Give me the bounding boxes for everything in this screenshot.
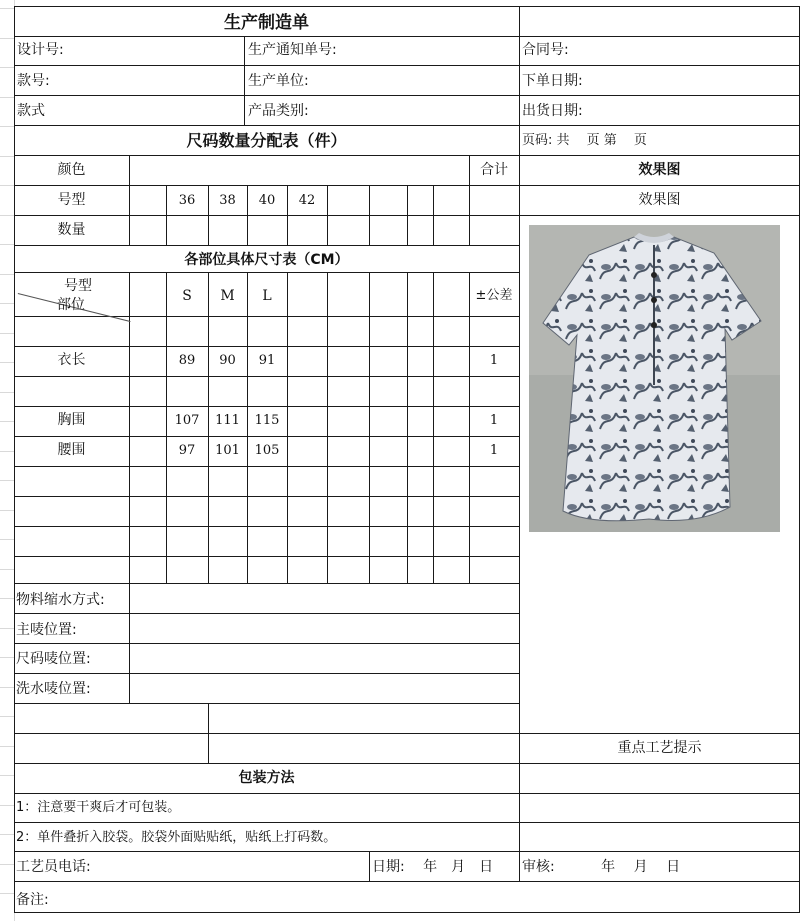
grid-line-h: [14, 185, 519, 186]
grid-line-h: [0, 244, 14, 245]
grid-line-h: [0, 8, 14, 9]
chest-l: 115: [254, 413, 280, 428]
grid-line-h: [14, 912, 800, 913]
length-m: 90: [219, 353, 236, 368]
review-date: 审核: 年 月 日: [522, 859, 681, 875]
grid-line-v: [208, 703, 209, 763]
tolerance-label: ±公差: [475, 288, 513, 303]
footer-date: 日期: 年 月 日: [372, 859, 494, 875]
grid-line-h: [0, 303, 14, 304]
wash-label-pos: 洗水唛位置:: [16, 681, 91, 697]
grid-line-v: [327, 185, 328, 245]
grid-line-h: [0, 97, 14, 98]
grid-line-h: [14, 316, 519, 317]
grid-line-h: [14, 6, 800, 7]
packing-title: 包装方法: [238, 770, 295, 786]
grid-line-h: [0, 598, 14, 599]
grid-line-h: [519, 793, 800, 794]
main-label-pos: 主唛位置:: [16, 622, 77, 638]
chest-s: 107: [174, 413, 200, 428]
model-no-label: 款号:: [17, 73, 50, 89]
tech-phone-label: 工艺员电话:: [16, 859, 91, 875]
measure-size-l: L: [262, 288, 272, 304]
grid-line-h: [519, 215, 800, 216]
grid-line-v: [407, 272, 408, 583]
color-label: 颜色: [57, 162, 86, 178]
contract-no-label: 合同号:: [522, 42, 569, 58]
grid-line-v: [129, 272, 130, 583]
size-cell-36: 36: [178, 193, 196, 208]
measure-size-label: 号型: [64, 278, 92, 294]
sheet-title: 生产制造单: [224, 13, 309, 33]
grid-line-v: [407, 185, 408, 245]
grid-line-h: [0, 392, 14, 393]
grid-line-h: [0, 716, 14, 717]
grid-line-h: [0, 834, 14, 835]
grid-line-h: [0, 569, 14, 570]
grid-line-h: [0, 746, 14, 747]
grid-line-h: [0, 362, 14, 363]
grid-line-h: [0, 38, 14, 39]
grid-line-h: [0, 215, 14, 216]
packing-note-1: 1：注意要干爽后才可包装。: [16, 800, 181, 815]
part-chest: 胸围: [57, 412, 86, 428]
grid-line-h: [0, 451, 14, 452]
grid-line-h: [14, 673, 519, 674]
grid-line-h: [0, 628, 14, 629]
grid-line-v: [369, 851, 370, 881]
grid-line-h: [14, 95, 800, 96]
grid-line-h: [14, 436, 519, 437]
grid-line-v: [433, 185, 434, 245]
grid-line-h: [14, 583, 519, 584]
grid-line-h: [519, 733, 800, 734]
ship-date-label: 出货日期:: [522, 103, 583, 119]
grid-line-h: [14, 556, 519, 557]
grid-line-h: [0, 333, 14, 334]
grid-line-h: [0, 185, 14, 186]
size-type-label: 号型: [57, 192, 86, 208]
packing-note-2: 2：单件叠折入胶袋。胶袋外面贴贴纸，贴纸上打码数。: [16, 830, 337, 845]
key-process-title: 重点工艺提示: [617, 740, 702, 756]
grid-line-h: [0, 156, 14, 157]
grid-line-h: [14, 65, 800, 66]
grid-line-v: [369, 272, 370, 583]
grid-line-h: [14, 703, 519, 704]
grid-line-v: [129, 583, 130, 703]
grid-line-h: [0, 421, 14, 422]
size-cell-38: 38: [219, 193, 236, 208]
grid-line-h: [0, 775, 14, 776]
shirt-photo: [529, 225, 780, 532]
grid-line-h: [0, 510, 14, 511]
length-l: 91: [258, 353, 276, 368]
grid-line-h: [14, 851, 800, 852]
total-label: 合计: [480, 162, 508, 178]
grid-line-v: [287, 272, 288, 583]
measure-part-label: 部位: [57, 297, 85, 313]
effect-subtitle: 效果图: [638, 192, 681, 208]
grid-line-h: [14, 526, 519, 527]
shrink-label: 物料缩水方式:: [16, 592, 105, 608]
grid-line-h: [519, 185, 800, 186]
grid-line-h: [14, 36, 800, 37]
chest-m: 111: [215, 413, 240, 428]
grid-line-h: [14, 733, 519, 734]
grid-line-h: [14, 406, 519, 407]
waist-m: 101: [215, 443, 240, 458]
grid-line-h: [14, 155, 800, 156]
design-no-label: 设计号:: [17, 42, 64, 58]
grid-line-h: [0, 480, 14, 481]
size-dist-title: 尺码数量分配表（件）: [186, 131, 347, 150]
length-tol: 1: [489, 353, 499, 368]
grid-line-h: [14, 125, 800, 126]
producer-label: 生产单位:: [248, 73, 309, 89]
grid-line-h: [14, 272, 519, 273]
grid-line-h: [14, 466, 519, 467]
grid-line-h: [519, 822, 800, 823]
grid-line-h: [0, 657, 14, 658]
grid-line-h: [14, 763, 800, 764]
qty-label: 数量: [57, 222, 86, 238]
category-label: 产品类别:: [248, 103, 309, 119]
grid-line-h: [0, 805, 14, 806]
grid-line-h: [14, 643, 519, 644]
grid-line-v: [129, 155, 130, 245]
order-date-label: 下单日期:: [522, 73, 583, 89]
grid-line-v: [369, 185, 370, 245]
length-s: 89: [178, 353, 196, 368]
grid-line-h: [14, 245, 519, 246]
waist-s: 97: [178, 443, 196, 458]
waist-l: 105: [254, 443, 280, 458]
measure-title: 各部位具体尺寸表（CM）: [184, 252, 349, 268]
part-length: 衣长: [57, 352, 86, 368]
grid-line-h: [0, 687, 14, 688]
measure-size-s: S: [182, 288, 192, 304]
grid-line-h: [14, 613, 519, 614]
effect-title: 效果图: [638, 162, 681, 178]
waist-tol: 1: [489, 443, 499, 458]
chest-tol: 1: [489, 413, 499, 428]
grid-line-h: [0, 539, 14, 540]
grid-line-h: [14, 881, 800, 882]
grid-line-h: [0, 893, 14, 894]
grid-line-h: [0, 126, 14, 127]
page-info: 页码: 共 页 第 页: [522, 133, 647, 148]
grid-line-h: [14, 346, 519, 347]
grid-line-v: [433, 272, 434, 583]
grid-line-h: [0, 274, 14, 275]
size-cell-42: 42: [298, 193, 316, 208]
grid-line-h: [0, 67, 14, 68]
measure-size-m: M: [220, 288, 235, 304]
grid-line-h: [14, 376, 519, 377]
part-waist: 腰围: [57, 442, 86, 458]
grid-line-v: [244, 36, 245, 125]
grid-line-h: [0, 864, 14, 865]
style-label: 款式: [17, 103, 45, 119]
size-cell-40: 40: [258, 193, 276, 208]
grid-line-v: [327, 272, 328, 583]
size-tag-pos: 尺码唛位置:: [16, 651, 91, 667]
remark-label: 备注:: [16, 892, 49, 908]
grid-line-h: [14, 496, 519, 497]
notice-no-label: 生产通知单号:: [248, 42, 337, 58]
grid-line-h: [14, 215, 519, 216]
